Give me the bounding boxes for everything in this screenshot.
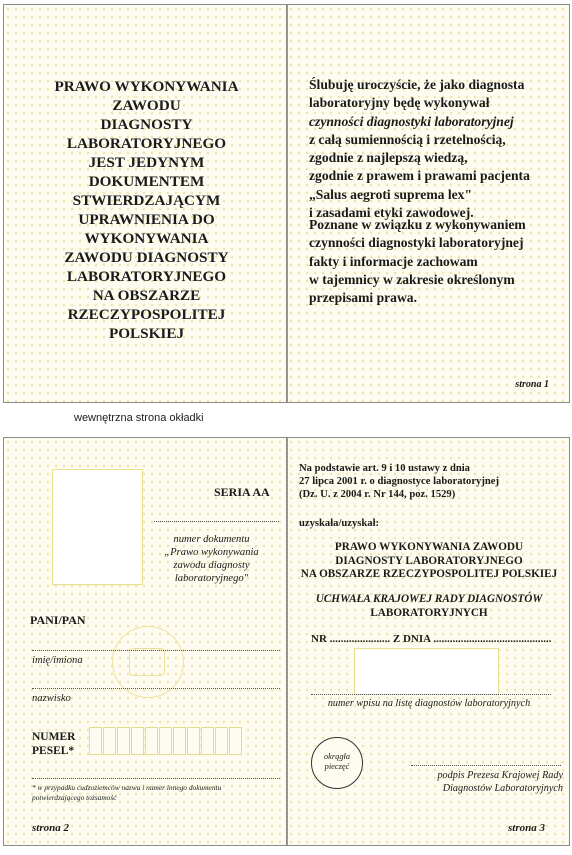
pesel-digit-box[interactable] (173, 727, 186, 755)
pesel-digit-box[interactable] (103, 727, 116, 755)
watermark-seal-inner (129, 648, 165, 676)
page-fold (287, 438, 288, 845)
signature-line[interactable] (411, 765, 561, 766)
surname-line[interactable] (32, 688, 280, 689)
pesel-digit-box[interactable] (89, 727, 102, 755)
photo-box[interactable] (52, 469, 143, 585)
pesel-digit-box[interactable] (131, 727, 144, 755)
license-page (286, 437, 570, 846)
series-label: SERIA AA (214, 485, 270, 499)
signature-caption: podpis Prezesa Krajowej Rady Diagnostów Laboratoryjnych (437, 770, 563, 794)
spread-caption: wewnętrzna strona okładki (74, 412, 204, 424)
registry-number-caption: numer wpisu na listę diagnostów laboratoryjnych (327, 698, 531, 709)
legal-basis: Na podstawie art. 9 i 10 ustawy z dnia 27 lipca 2001 r. o diagnostyce laboratoryjnej (Dz. U. z 2004 r. Nr 144, poz. 1529) (299, 463, 499, 500)
surname-label: nazwisko (32, 693, 71, 704)
pesel-digit-box[interactable] (187, 727, 200, 755)
document-number-line[interactable] (154, 521, 279, 522)
document-number-caption: numer dokumentu „Prawo wykonywania zawodu diagnosty laboratoryjnego" (164, 534, 259, 584)
resolution-heading: UCHWAŁA KRAJOWEJ RADY DIAGNOSTÓW LABORATORYJNYCH (315, 593, 543, 619)
identity-page (3, 437, 286, 846)
page-fold (287, 5, 288, 402)
page-number: strona 3 (508, 822, 545, 834)
registry-number-line[interactable] (311, 694, 551, 695)
oath-paragraph-1: Ślubuję uroczyście, że jako diagnosta laboratoryjny będę wykonywał czynności diagnostyki laboratoryjnej z całą sumiennością i rzetelnością, zgodnie z najlepszą wiedzą, zgodnie z prawem i prawami pacjenta „Salus aegroti suprema lex" i zasadami etyki zawodowej. (309, 77, 530, 221)
oath-paragraph-2: Poznane w związku z wykonywaniem czynności diagnostyki laboratoryjnej fakty i informacje zachowam w tajemnicy w zakresie określonym przepisami prawa. (309, 217, 526, 306)
cover-inner-page (3, 4, 286, 403)
holder-label: PANI/PAN (30, 613, 86, 627)
page-number: strona 2 (32, 822, 69, 834)
license-grant: PRAWO WYKONYWANIA ZAWODU DIAGNOSTY LABORATORYJNEGO NA OBSZARZE RZECZYPOSPOLITEJ POLSKIEJ (300, 541, 558, 580)
pesel-digit-box[interactable] (159, 727, 172, 755)
stamp-label: okrągła pieczęć (323, 752, 351, 771)
obtains-label: uzyskała/uzyskał: (299, 518, 380, 529)
pesel-label: NUMER PESEL* (32, 731, 76, 757)
cover-title: PRAWO WYKONYWANIA ZAWODU DIAGNOSTY LABORATORYJNEGO JEST JEDYNYM DOKUMENTEM STWIERDZAJĄCYM UPRAWNIENIA DO WYKONYWANIA ZAWODU DIAGNOSTY LABORATORYJNEGO NA OBSZARZE RZECZYPOSPOLITEJ POLSKIEJ (54, 78, 239, 342)
registry-number-box[interactable] (354, 648, 499, 695)
foreigner-id-line[interactable] (32, 778, 280, 779)
page-number: strona 1 (515, 379, 549, 390)
pesel-digit-box[interactable] (145, 727, 158, 755)
pesel-digit-box[interactable] (229, 727, 242, 755)
first-names-line[interactable] (32, 650, 280, 651)
resolution-number-line[interactable]: NR ...................... Z DNIA ........................................... (311, 633, 552, 645)
pesel-digit-box[interactable] (201, 727, 214, 755)
footnote: * w przypadku cudzoziemców nazwa i numer innego dokumentu potwierdzającego tożsamość (32, 783, 222, 802)
first-names-label: imię/imiona (32, 655, 83, 666)
pesel-digit-box[interactable] (117, 727, 130, 755)
pesel-digit-box[interactable] (215, 727, 228, 755)
oath-page (286, 4, 570, 403)
